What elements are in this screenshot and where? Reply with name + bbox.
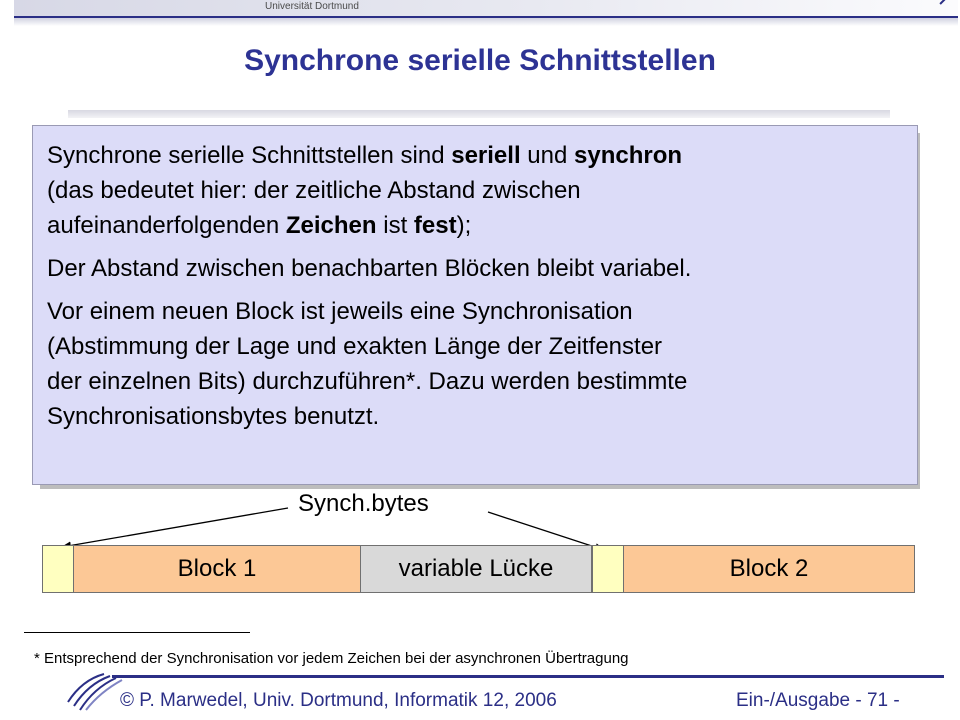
- synch-bytes-label: Synch.bytes: [298, 490, 429, 517]
- university-label: Universität Dortmund: [265, 1, 359, 12]
- slide-title: Synchrone serielle Schnittstellen: [244, 44, 716, 77]
- paragraph-2: Der Abstand zwischen benachbarten Blöcken bleibt variabel.: [47, 255, 692, 282]
- keyword-seriell: seriell: [451, 142, 521, 169]
- footer-copyright: © P. Marwedel, Univ. Dortmund, Informatik 12, 2006: [120, 690, 557, 711]
- p1-line2: (das bedeutet hier: der zeitliche Abstand zwischen: [47, 177, 581, 204]
- footnote: * Entsprechend der Synchronisation vor jedem Zeichen bei der asynchronen Übertragung: [34, 650, 629, 667]
- arrow-to-sync1: [62, 508, 288, 547]
- keyword-synchron: synchron: [574, 142, 683, 169]
- p1-line3-a: aufeinanderfolgenden: [47, 212, 286, 239]
- block-2: Block 2: [623, 545, 915, 593]
- p1-line3-e: );: [456, 212, 472, 239]
- p1-line3-c: ist: [376, 212, 414, 239]
- block-1: Block 1: [73, 545, 361, 593]
- p3-line3: der einzelnen Bits) durchzuführen*. Dazu werden bestimmte: [47, 368, 688, 395]
- footer-rule: [112, 675, 944, 678]
- keyword-zeichen: Zeichen: [285, 212, 377, 239]
- p3-line2: (Abstimmung der Lage und exakten Länge der Zeitfenster: [47, 333, 663, 360]
- p3-line1: Vor einem neuen Block ist jeweils eine Synchronisation: [47, 298, 633, 325]
- university-logo-icon: [64, 672, 128, 712]
- footnote-rule: [24, 632, 250, 633]
- p3-line4: Synchronisationsbytes benutzt.: [47, 403, 380, 430]
- p1-line1-a: Synchrone serielle Schnittstellen sind: [47, 142, 452, 169]
- variable-gap: variable Lücke: [360, 545, 592, 593]
- sync-byte-1: [42, 545, 74, 593]
- sync-byte-2: [592, 545, 624, 593]
- footer-page-number: Ein-/Ausgabe - 71 -: [736, 690, 900, 711]
- keyword-fest: fest: [413, 212, 457, 239]
- p1-line1-c: und: [520, 142, 574, 169]
